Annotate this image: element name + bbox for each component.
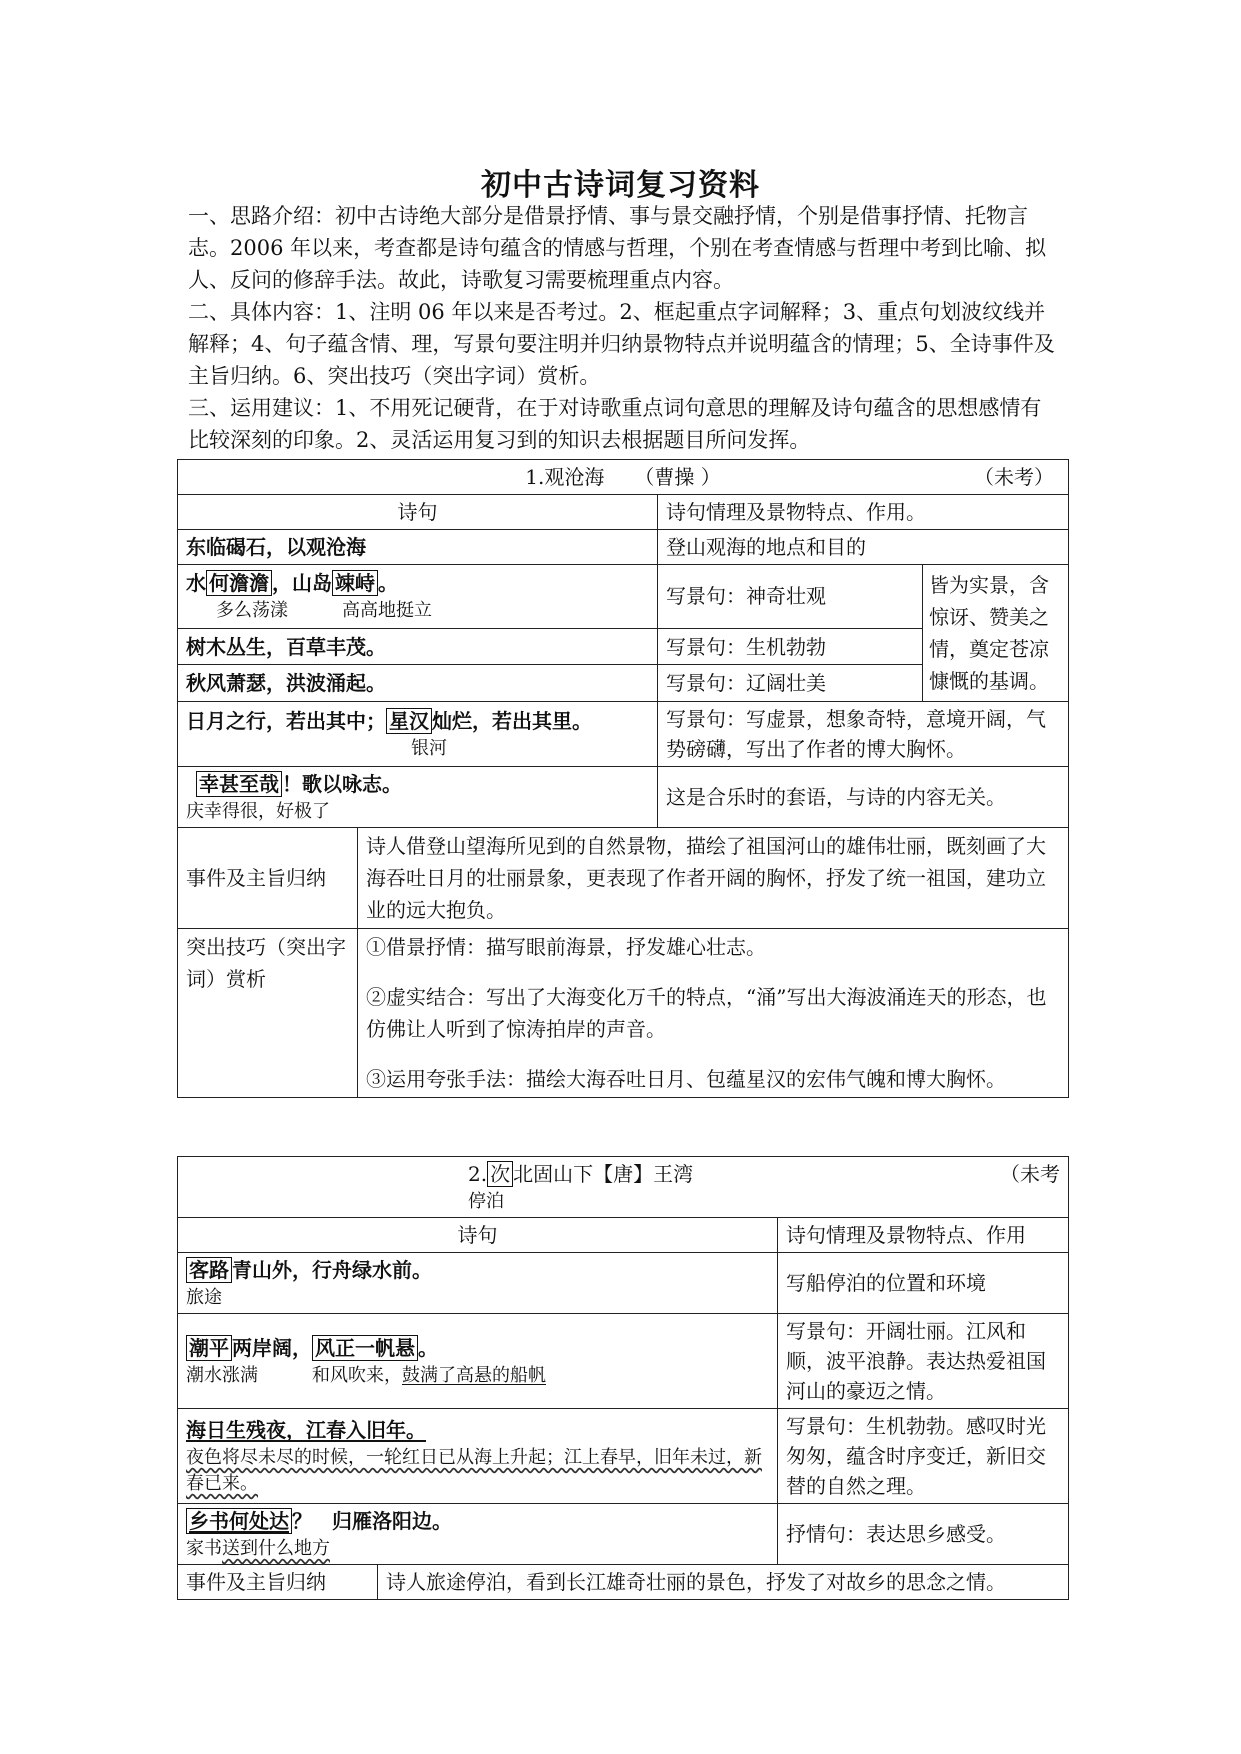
poem2-line-2 [178,1314,778,1409]
poem1-title: 1.观沧海 （曹操 ） [525,465,721,489]
poem1-side-summary: 皆为实景，含惊讶、赞美之情，奠定苍凉慷慨的基调。 [923,565,1069,702]
poem1-note-4: 写景句：辽阔壮美 [658,665,923,702]
poem1-theme-label: 事件及主旨归纳 [178,828,358,929]
poem1-header [178,460,1069,495]
poem2-col-header-lines: 诗句 [178,1218,778,1253]
page-title: 初中古诗词复习资料 [481,168,760,203]
poem1-col-header-lines: 诗句 [178,495,658,530]
gloss: 银河 [411,738,447,759]
poem2-table [177,1156,1069,1600]
poem2-note-1: 写船停泊的位置和环境 [778,1253,1069,1314]
poem2-theme: 诗人旅途停泊，看到长江雄奇壮丽的景色，抒发了对故乡的思念之情。 [378,1565,1069,1600]
gloss-underlined: 鼓满了高悬的船帆 [402,1365,546,1386]
poem1-line-2 [178,565,658,629]
poem1-line-4: 秋风萧瑟，洪波涌起。 [178,665,658,702]
keyword-box: 竦峙 [332,570,378,596]
intro-paragraph-1: 一、思路介绍：初中古诗绝大部分是借景抒情、事与景交融抒情，个别是借事抒情、托物言志。2006 年以来，考查都是诗句蕴含的情感与哲理，个别在考查情感与哲理中考到比喻、拟人、反问的修辞手法。故此，诗歌复习需要梳理重点内容。 [188,204,1047,292]
keyword-box: 何澹澹 [206,570,272,596]
poem1-line-2-text: ，山岛 [272,571,332,596]
poem2-line-3-text: 海日生残夜，江春入旧年。 [186,1418,426,1442]
poem2-line-4-text: ？ 归雁洛阳边。 [292,1509,452,1533]
poem2-line-1-text: 青山外，行舟绿水前。 [232,1258,432,1282]
poem2-theme-label: 事件及主旨归纳 [178,1565,378,1600]
gloss: 多么荡漾 高高地挺立 [216,600,432,622]
keyword-box: 潮平 [186,1335,232,1361]
technique-item: ①借景抒情：描写眼前海景，抒发雄心壮志。 [366,935,766,959]
poem1-note-3: 写景句：生机勃勃 [658,628,923,665]
keyword-box: 幸甚至哉 [196,771,282,797]
poem1-status: （未考） [974,465,1054,489]
poem2-line-1 [178,1253,778,1314]
poem1-line-6 [178,767,658,828]
poem1-tech [358,929,1069,1098]
poem2-line-2-text: 两岸阔， [232,1336,312,1360]
poem2-line-3 [178,1409,778,1504]
poem2-note-2: 写景句：开阔壮丽。江风和顺，波平浪静。表达热爱祖国河山的豪迈之情。 [778,1314,1069,1409]
poem2-status: （未考 [1000,1162,1061,1186]
poem1-line-5 [178,702,658,767]
poem1-line-1: 东临碣石，以观沧海 [178,530,658,565]
poem2-title: 2. [468,1162,488,1186]
gloss: 停泊 [468,1191,504,1212]
poem1-line-2-text: 。 [378,571,398,596]
poem2-note-3: 写景句：生机勃勃。感叹时光匆匆，蕴含时序变迁，新旧交替的自然之理。 [778,1409,1069,1504]
gloss: 旅途 [186,1287,222,1308]
poem2-title: 北固山下【唐】王湾 [513,1162,694,1186]
poem1-line-5-text: 日月之行，若出其中； [186,709,386,733]
poem1-line-6-text: ！歌以咏志。 [282,772,402,796]
technique-item: ③运用夸张手法：描绘大海吞吐日月、包蕴星汉的宏伟气魄和博大胸怀。 [366,1067,1006,1091]
gloss: 庆幸得很，好极了 [186,801,330,822]
gloss-wavy: 夜色将尽未尽的时候，一轮红日已从海上升起；江上春早，旧年未过，新春已来。 [186,1447,762,1494]
keyword-box: 星汉 [386,708,432,734]
intro-paragraph-2: 二、具体内容：1、注明 06 年以来是否考过。2、框起重点字词解释；3、重点句划波纹线并解释；4、句子蕴含情、理，写景句要注明并归纳景物特点并说明蕴含的情理；5、全诗事件及主旨归纳。6、突出技巧（突出字词）赏析。 [188,300,1055,388]
keyword-box: 次 [487,1161,513,1187]
keyword-box: 乡书何处达 [186,1508,292,1534]
poem1-table [177,459,1069,1098]
poem2-note-4: 抒情句：表达思乡感受。 [778,1504,1069,1565]
poem1-theme: 诗人借登山望海所见到的自然景物，描绘了祖国河山的雄伟壮丽，既刻画了大海吞吐日月的壮丽景象，更表现了作者开阔的胸怀，抒发了统一祖国，建功立业的远大抱负。 [358,828,1069,929]
poem1-note-5: 写景句：写虚景，想象奇特，意境开阔，气势磅礴，写出了作者的博大胸怀。 [658,702,1069,767]
poem1-tech-label: 突出技巧（突出字词）赏析 [178,929,358,1098]
poem1-line-2-text: 水 [186,571,206,596]
keyword-box: 风正一帆悬 [312,1335,418,1361]
poem1-col-header-notes: 诗句情理及景物特点、作用。 [658,495,1069,530]
poem1-note-6: 这是合乐时的套语，与诗的内容无关。 [658,767,1069,828]
poem2-line-2-text: 。 [418,1336,438,1360]
poem2-col-header-notes: 诗句情理及景物特点、作用 [778,1218,1069,1253]
poem1-note-2: 写景句：神奇壮观 [658,565,923,629]
poem2-line-4 [178,1504,778,1565]
poem1-line-5-text: 灿烂，若出其里。 [432,709,592,733]
gloss-wavy: 送到什么地方 [222,1538,330,1559]
poem1-note-1: 登山观海的地点和目的 [658,530,1069,565]
poem2-header [178,1157,1069,1218]
poem1-line-3: 树木丛生，百草丰茂。 [178,628,658,665]
intro-section [188,200,1058,456]
intro-paragraph-3: 三、运用建议：1、不用死记硬背，在于对诗歌重点词句意思的理解及诗句蕴含的思想感情有比较深刻的印象。2、灵活运用复习到的知识去根据题目所问发挥。 [188,396,1042,452]
technique-item: ②虚实结合：写出了大海变化万千的特点，“涌”写出大海波涌连天的形态，也仿佛让人听到了惊涛拍岸的声音。 [366,985,1047,1041]
keyword-box: 客路 [186,1257,232,1283]
gloss: 潮水涨满 和风吹来， [186,1365,402,1386]
gloss: 家书 [186,1538,222,1559]
